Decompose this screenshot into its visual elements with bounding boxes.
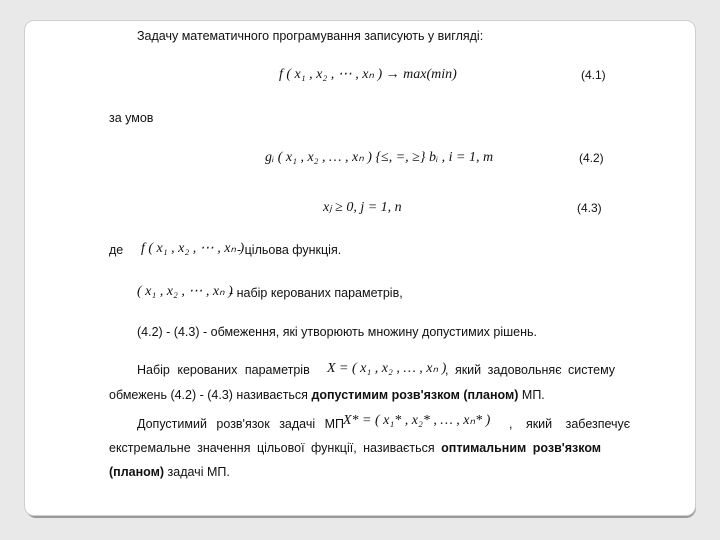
equation-number-4-2: (4.2) <box>579 151 604 165</box>
def2-text: - набір керованих параметрів, <box>229 286 403 300</box>
nonnegativity-formula: xⱼ ≥ 0, j = 1, n <box>323 200 402 215</box>
para2-formula: X* = ( x₁* , x₂* , … , xₙ* ) <box>343 413 491 428</box>
para1-prefix: Набір керованих параметрів <box>137 363 310 377</box>
def1-text: - цільова функція. <box>237 243 342 257</box>
para1-formula: X = ( x₁ , x₂ , … , xₙ ) <box>327 361 447 376</box>
constraint-formula: gᵢ ( x₁ , x₂ , … , xₙ ) {≤, =, ≥} bᵢ , i = 1, m <box>265 150 494 165</box>
para2-suffix: , який забезпечує <box>509 417 631 431</box>
para2-line2-start: екстремальне значення цільової функції, називається <box>109 441 435 455</box>
heading: Задачу математичного програмування записують у вигляді: <box>137 29 484 43</box>
para1-line2 <box>109 388 545 402</box>
def2-formula: ( x₁ , x₂ , ⋯ , xₙ ) <box>137 284 233 299</box>
def3-text: (4.2) - (4.3) - обмеження, які утворюють множину допустимих рішень. <box>137 325 538 339</box>
where-label: де <box>109 243 124 257</box>
para1-line2-end: МП. <box>521 388 545 402</box>
para2-line3 <box>109 465 230 479</box>
def1-formula: f ( x₁ , x₂ , ⋯ , xₙ ) <box>141 241 245 256</box>
equation-number-4-3: (4.3) <box>577 201 602 215</box>
para1-suffix: , який задовольняє систему <box>445 363 616 377</box>
para2-line3-end: задачі МП. <box>167 465 230 479</box>
term-plan: (планом) <box>109 465 165 479</box>
term-feasible-solution: допустимим розв'язком (планом) <box>311 388 519 402</box>
para1-line2-start: обмежень (4.2) - (4.3) називається <box>109 388 308 402</box>
para2-line2 <box>109 441 601 455</box>
conditions-label: за умов <box>109 111 154 125</box>
objective-formula: f ( x₁ , x₂ , ⋯ , xₙ ) → max(min) <box>279 67 457 82</box>
slide <box>24 20 696 516</box>
equation-number-4-1: (4.1) <box>581 68 606 82</box>
para2-prefix: Допустимий розв'язок задачі МП <box>137 417 345 431</box>
term-optimal-solution: оптимальним розв'язком <box>441 441 602 455</box>
